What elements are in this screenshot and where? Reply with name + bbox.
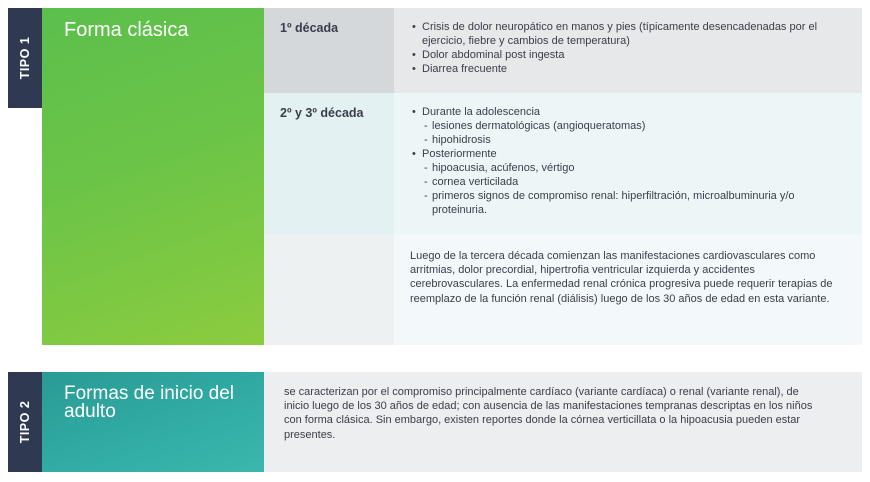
sub-list: [422, 161, 852, 217]
list-item-heading: Posteriormente: [422, 148, 497, 160]
row3-content-cell: [394, 235, 862, 345]
type2-tag-label: TIPO 2: [18, 400, 32, 444]
list-item-heading: Durante la adolescencia: [422, 106, 541, 118]
row2-bullet-list: [410, 105, 852, 217]
sub-list-item: - primeros signos de compromiso renal: hiperfiltración, microalbuminuria y/o proteinuria.: [422, 189, 852, 217]
row3-paragraph: Luego de la tercera década comienzan las manifestaciones cardiovasculares como arritmias, dolor precordial, hipertrofia ventricular izquierda y accidentes cerebrovasculares. La enfermedad renal crónica progresiva puede requerir terapias de reemplazo de la función renal (diálisis) luego de los 30 años de edad en esta variante.: [410, 250, 833, 305]
type1-title-panel: [42, 8, 264, 345]
row2-label-cell: [264, 93, 394, 235]
sub-list-item: - cornea verticilada: [422, 175, 852, 189]
row1-label-cell: [264, 8, 394, 93]
row1-label: 1º década: [280, 21, 339, 35]
row3-label-cell: [264, 235, 394, 345]
list-item: • Crisis de dolor neuropático en manos y pies (típicamente desencadenadas por el ejercicio, fiebre y cambios de temperatura): [410, 20, 852, 48]
type2-title-panel: [42, 372, 264, 472]
type2-content-cell: [264, 372, 862, 472]
list-item: • Dolor abdominal post ingesta: [410, 48, 852, 62]
row1-bullet-list: [410, 20, 852, 76]
row1-content-cell: [394, 8, 862, 93]
list-item: [410, 105, 852, 147]
row2-content-cell: [394, 93, 862, 235]
list-item: • Diarrea frecuente: [410, 62, 852, 76]
type2-title: Formas de inicio del adulto: [64, 383, 235, 422]
type2-paragraph: se caracterizan por el compromiso principalmente cardíaco (variante cardíaca) o renal (variante renal), de inicio luego de los 30 años de edad; con ausencia de las manifestaciones tempranas descriptas en los niños con forma clásica. Sin embargo, existen reportes donde la córnea verticillata o la hipoacusia pueden estar presentes.: [284, 386, 813, 441]
type2-tag: [8, 372, 42, 472]
list-item: [410, 147, 852, 217]
row2-label: 2º y 3º década: [280, 106, 364, 120]
type1-title: Forma clásica: [64, 19, 189, 41]
type1-tag-label: TIPO 1: [18, 36, 32, 80]
sub-list-item: - lesiones dermatológicas (angioqueratomas): [422, 119, 852, 133]
sub-list-item: - hipoacusia, acúfenos, vértigo: [422, 161, 852, 175]
sub-list: [422, 119, 852, 147]
sub-list-item: - hipohidrosis: [422, 133, 852, 147]
type1-tag: [8, 8, 42, 108]
